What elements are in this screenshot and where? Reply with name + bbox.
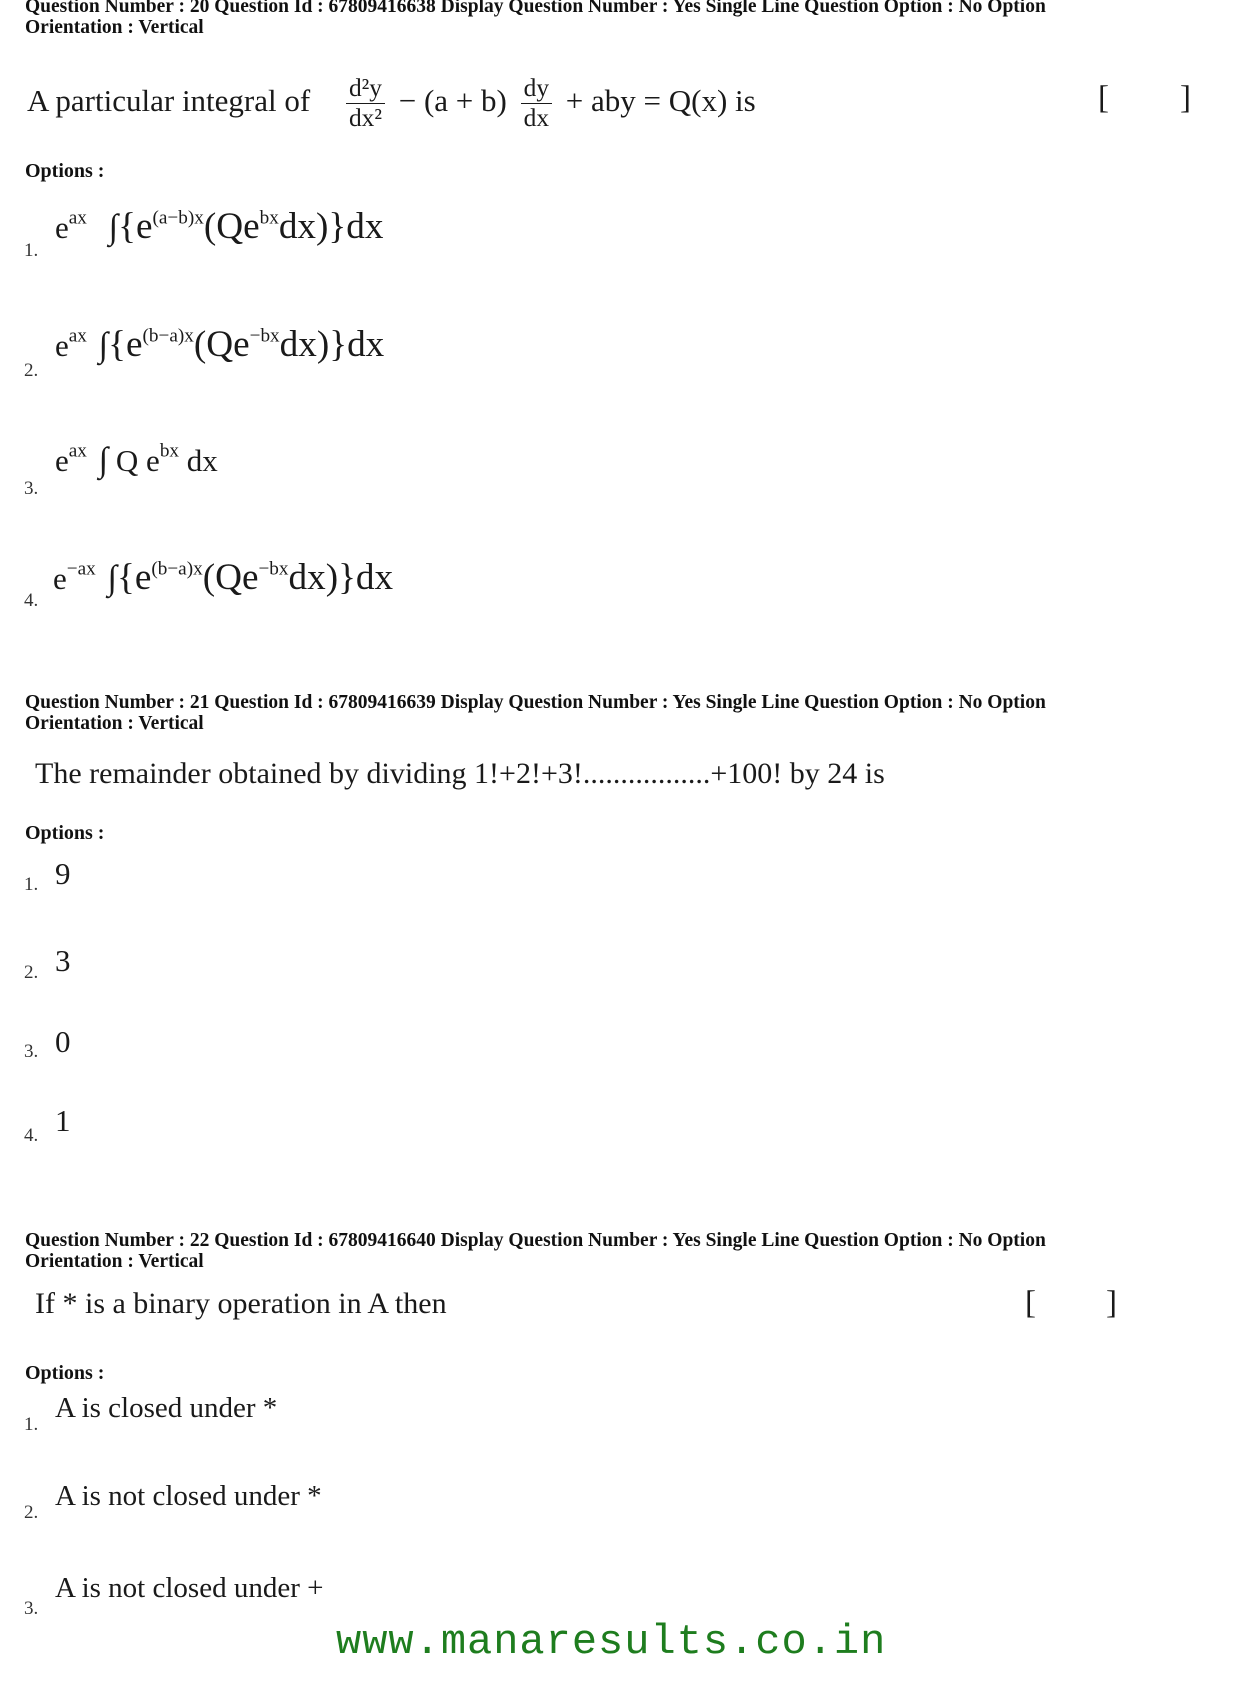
- option-21-2[interactable]: 3: [55, 943, 71, 978]
- fraction-numerator: d²y: [346, 74, 385, 104]
- question-20-meta: [25, 0, 1195, 38]
- fraction-denominator: dx: [523, 104, 550, 133]
- integral-symbol: ∫: [107, 558, 117, 597]
- option-number: 3.: [24, 1041, 39, 1062]
- option-tail: dx)}dx: [278, 206, 384, 247]
- question-meta-line2: Orientation : Vertical: [25, 17, 204, 38]
- option-number: 1.: [24, 874, 39, 895]
- integral-symbol: ∫: [108, 207, 119, 246]
- options-label: Options :: [25, 160, 105, 182]
- option-base: e: [53, 561, 67, 596]
- option-number: 4.: [24, 1125, 39, 1146]
- option-21-4[interactable]: 1: [55, 1103, 71, 1138]
- option-inner: (Qe: [203, 206, 260, 247]
- option-tail: dx)}dx: [279, 324, 385, 365]
- option-tail: dx: [186, 443, 218, 478]
- answer-bracket-close: ]: [1180, 80, 1191, 116]
- option-20-2[interactable]: [55, 323, 384, 366]
- option-inner-exponent: (b−a)x: [142, 325, 194, 347]
- option-22-2[interactable]: A is not closed under *: [55, 1480, 322, 1512]
- option-exponent: ax: [68, 325, 87, 347]
- fraction-denominator: dx²: [348, 104, 382, 133]
- question-text-prefix: A particular integral of: [27, 82, 311, 118]
- option-inner-exponent: (a−b)x: [152, 207, 204, 229]
- options-label: Options :: [25, 822, 105, 844]
- option-inner: (Qe: [202, 557, 259, 598]
- option-inner-exponent: bx: [159, 440, 180, 462]
- answer-bracket-close: ]: [1106, 1285, 1117, 1321]
- option-inner-exponent: (b−a)x: [151, 558, 203, 580]
- integral-symbol: ∫: [98, 325, 109, 364]
- question-text-mid: − (a + b): [398, 82, 507, 118]
- option-base: e: [55, 443, 69, 478]
- option-exponent: ax: [68, 440, 87, 462]
- question-meta-line1: Question Number : 22 Question Id : 67809416640 Display Question Number : Yes Single Line Question Option : No Option: [25, 1230, 1046, 1251]
- option-20-1[interactable]: [55, 205, 383, 248]
- option-number: 4.: [24, 590, 39, 611]
- option-inner2-exponent: −bx: [258, 558, 289, 580]
- option-brace-open: Q e: [115, 443, 160, 478]
- option-21-3[interactable]: 0: [55, 1024, 71, 1059]
- option-exponent: ax: [68, 207, 87, 229]
- option-brace-open: {e: [108, 324, 143, 365]
- option-20-4[interactable]: [53, 556, 393, 599]
- question-text-suffix: + aby = Q(x) is: [565, 82, 756, 118]
- options-label: Options :: [25, 1362, 105, 1384]
- fraction-d2y-dx2: [346, 74, 385, 133]
- option-22-3[interactable]: A is not closed under +: [55, 1572, 324, 1604]
- option-base: e: [55, 328, 69, 363]
- answer-bracket-open: [: [1025, 1285, 1036, 1321]
- question-meta-line2: Orientation : Vertical: [25, 1251, 204, 1272]
- option-number: 1.: [24, 240, 39, 261]
- site-watermark: www.manaresults.co.in: [336, 1618, 887, 1666]
- option-20-3[interactable]: [55, 440, 218, 480]
- option-inner2-exponent: −bx: [249, 325, 280, 347]
- option-number: 2.: [24, 360, 39, 381]
- question-meta-line2: Orientation : Vertical: [25, 713, 204, 734]
- option-inner: (Qe: [193, 324, 250, 365]
- option-inner2-exponent: bx: [259, 207, 279, 229]
- question-21-text: The remainder obtained by dividing 1!+2!+3!.................+100! by 24 is: [35, 757, 885, 790]
- option-22-1[interactable]: A is closed under *: [55, 1392, 278, 1424]
- option-brace-open: {e: [117, 557, 152, 598]
- question-meta-line1: Question Number : 21 Question Id : 67809416639 Display Question Number : Yes Single Line Question Option : No Option: [25, 692, 1046, 713]
- option-number: 2.: [24, 962, 39, 983]
- fraction-numerator: dy: [521, 74, 552, 104]
- option-tail: dx)}dx: [288, 557, 394, 598]
- option-number: 3.: [24, 1598, 39, 1619]
- option-number: 1.: [24, 1414, 39, 1435]
- option-base: e: [55, 210, 69, 245]
- question-22-text: If * is a binary operation in A then: [35, 1287, 447, 1320]
- option-21-1[interactable]: 9: [55, 856, 71, 891]
- option-number: 3.: [24, 478, 39, 499]
- integral-symbol: ∫: [98, 440, 109, 479]
- option-number: 2.: [24, 1502, 39, 1523]
- option-exponent: −ax: [66, 558, 96, 580]
- question-meta-line1: Question Number : 20 Question Id : 67809416638 Display Question Number : Yes Single Line Question Option : No Option: [25, 0, 1046, 17]
- question-20-text: [27, 74, 756, 133]
- question-22-meta: [25, 1230, 1195, 1272]
- fraction-dy-dx: [521, 74, 552, 133]
- answer-bracket-open: [: [1098, 80, 1109, 116]
- question-21-meta: [25, 692, 1195, 734]
- option-brace-open: {e: [118, 206, 153, 247]
